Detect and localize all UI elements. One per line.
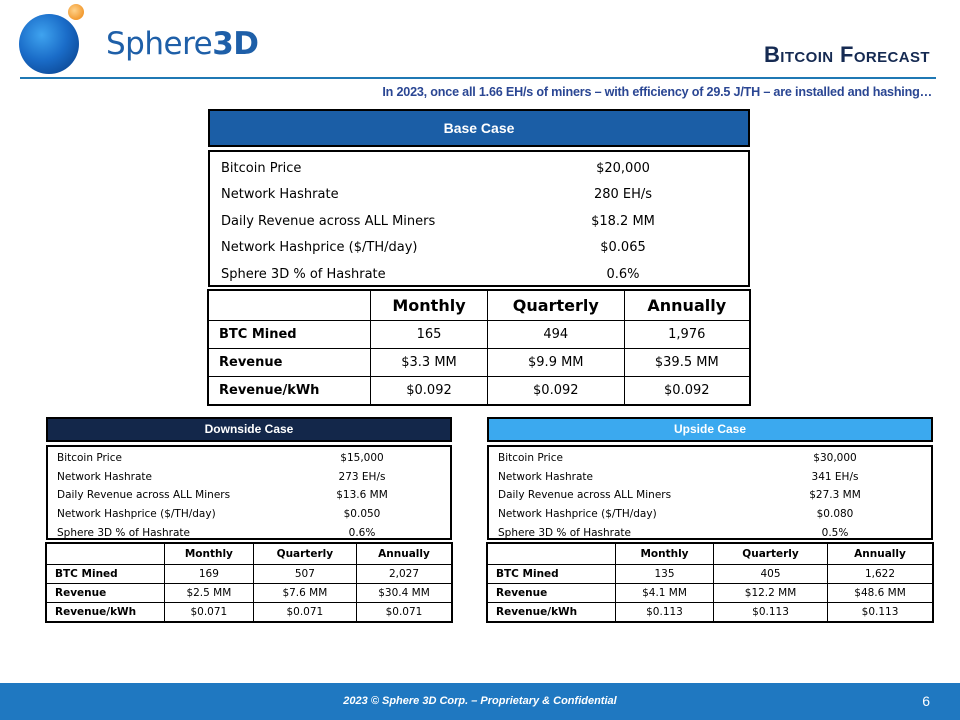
table-cell: 135 <box>616 565 714 584</box>
table-cell: $0.113 <box>714 603 828 622</box>
table-cell: 405 <box>714 565 828 584</box>
param-value: $0.080 <box>816 508 854 521</box>
param-label: Network Hashrate <box>221 187 339 203</box>
page-title: Bitcoin Forecast <box>763 42 930 67</box>
param-value: 0.6% <box>348 526 376 539</box>
table-cell: $12.2 MM <box>714 584 828 603</box>
param-value: $0.065 <box>600 240 646 256</box>
param-row <box>221 208 738 235</box>
table-cell: $0.071 <box>165 603 254 622</box>
table-cell: $48.6 MM <box>828 584 933 603</box>
param-label: Network Hashprice ($/TH/day) <box>498 508 657 521</box>
table-row <box>488 603 933 622</box>
column-header: Annually <box>624 291 749 321</box>
downside-case-panel <box>46 417 452 622</box>
param-label: Bitcoin Price <box>221 160 302 176</box>
param-value: 0.5% <box>821 526 849 539</box>
table-cell: $7.6 MM <box>253 584 356 603</box>
param-row <box>221 261 738 288</box>
table-row <box>209 349 750 377</box>
row-label: Revenue/kWh <box>47 603 165 622</box>
table-header-row <box>488 544 933 565</box>
param-label: Sphere 3D % of Hashrate <box>57 526 190 539</box>
logo-text-3d: 3D <box>212 26 259 62</box>
footer-bar <box>0 683 960 720</box>
upside-case-header: Upside Case <box>487 417 933 442</box>
base-case-header: Base Case <box>208 109 750 147</box>
base-case-params <box>208 150 750 287</box>
table-cell: $2.5 MM <box>165 584 254 603</box>
row-label: BTC Mined <box>47 565 165 584</box>
table-row <box>488 584 933 603</box>
param-row <box>498 486 923 505</box>
table-cell: $39.5 MM <box>624 349 749 377</box>
param-row <box>57 468 442 487</box>
column-header: Monthly <box>616 544 714 565</box>
table-cell: $0.092 <box>624 377 749 405</box>
table-cell: $3.3 MM <box>371 349 488 377</box>
table-row <box>47 603 452 622</box>
table-header-row <box>47 544 452 565</box>
table-cell: 1,976 <box>624 321 749 349</box>
table-cell: $9.9 MM <box>488 349 625 377</box>
downside-case-results-table <box>46 543 452 622</box>
row-label: BTC Mined <box>209 321 371 349</box>
downside-case-params <box>46 445 452 540</box>
table-cell: $30.4 MM <box>356 584 451 603</box>
table-cell: 507 <box>253 565 356 584</box>
table-cell: $0.113 <box>828 603 933 622</box>
logo-wordmark <box>106 26 259 62</box>
table-cell: $0.092 <box>371 377 488 405</box>
param-row <box>57 449 442 468</box>
param-row <box>498 468 923 487</box>
sphere-logo-icon <box>18 2 108 78</box>
param-row <box>498 449 923 468</box>
title-divider <box>20 77 936 79</box>
upside-case-panel <box>487 417 933 622</box>
row-label: Revenue/kWh <box>209 377 371 405</box>
param-label: Network Hashrate <box>498 470 593 483</box>
column-header: Monthly <box>165 544 254 565</box>
param-value: $27.3 MM <box>809 489 861 502</box>
table-cell: 1,622 <box>828 565 933 584</box>
table-header-row <box>209 291 750 321</box>
table-cell: 165 <box>371 321 488 349</box>
page-subtitle: In 2023, once all 1.66 EH/s of miners – with efficiency of 29.5 J/TH – are installed and hashing… <box>382 85 932 99</box>
table-row <box>47 565 452 584</box>
param-row <box>57 523 442 542</box>
param-label: Bitcoin Price <box>498 452 563 465</box>
param-row <box>498 523 923 542</box>
param-label: Sphere 3D % of Hashrate <box>498 526 631 539</box>
footer-copyright: 2023 © Sphere 3D Corp. – Proprietary & Confidential <box>343 695 617 707</box>
column-header: Quarterly <box>253 544 356 565</box>
upside-case-results-table <box>487 543 933 622</box>
param-value: 0.6% <box>606 266 640 282</box>
param-value: $20,000 <box>596 160 650 176</box>
param-row <box>221 235 738 262</box>
row-label: Revenue <box>488 584 616 603</box>
table-cell: $0.092 <box>488 377 625 405</box>
company-logo <box>18 2 259 78</box>
table-row <box>209 377 750 405</box>
row-label: Revenue/kWh <box>488 603 616 622</box>
column-header: Quarterly <box>714 544 828 565</box>
param-row <box>221 182 738 209</box>
base-case-results-table <box>208 290 750 405</box>
column-header: Annually <box>356 544 451 565</box>
table-cell: 2,027 <box>356 565 451 584</box>
param-label: Daily Revenue across ALL Miners <box>221 213 436 229</box>
param-row <box>57 505 442 524</box>
param-label: Sphere 3D % of Hashrate <box>221 266 386 282</box>
table-cell: $0.071 <box>356 603 451 622</box>
logo-text-sphere: Sphere <box>106 26 213 62</box>
column-header: Annually <box>828 544 933 565</box>
param-row <box>221 155 738 182</box>
table-row <box>488 565 933 584</box>
base-case-panel <box>208 109 750 405</box>
param-label: Network Hashprice ($/TH/day) <box>221 240 418 256</box>
page-number: 6 <box>922 693 930 709</box>
param-label: Network Hashrate <box>57 470 152 483</box>
param-value: $30,000 <box>813 452 857 465</box>
row-label: BTC Mined <box>488 565 616 584</box>
param-label: Daily Revenue across ALL Miners <box>57 489 231 502</box>
param-value: $13.6 MM <box>336 489 388 502</box>
table-cell: $0.071 <box>253 603 356 622</box>
table-cell: 169 <box>165 565 254 584</box>
corner-cell <box>47 544 165 565</box>
param-row <box>57 486 442 505</box>
upside-case-params <box>487 445 933 540</box>
column-header: Monthly <box>371 291 488 321</box>
param-label: Network Hashprice ($/TH/day) <box>57 508 216 521</box>
corner-cell <box>209 291 371 321</box>
row-label: Revenue <box>209 349 371 377</box>
table-row <box>47 584 452 603</box>
table-cell: 494 <box>488 321 625 349</box>
downside-case-header: Downside Case <box>46 417 452 442</box>
corner-cell <box>488 544 616 565</box>
param-value: 273 EH/s <box>338 470 386 483</box>
param-value: $18.2 MM <box>591 213 655 229</box>
param-label: Daily Revenue across ALL Miners <box>498 489 672 502</box>
param-row <box>498 505 923 524</box>
column-header: Quarterly <box>488 291 625 321</box>
row-label: Revenue <box>47 584 165 603</box>
param-value: 341 EH/s <box>811 470 859 483</box>
table-cell: $0.113 <box>616 603 714 622</box>
param-value: $15,000 <box>340 452 384 465</box>
param-value: 280 EH/s <box>593 187 653 203</box>
param-label: Bitcoin Price <box>57 452 122 465</box>
param-value: $0.050 <box>343 508 381 521</box>
table-cell: $4.1 MM <box>616 584 714 603</box>
table-row <box>209 321 750 349</box>
